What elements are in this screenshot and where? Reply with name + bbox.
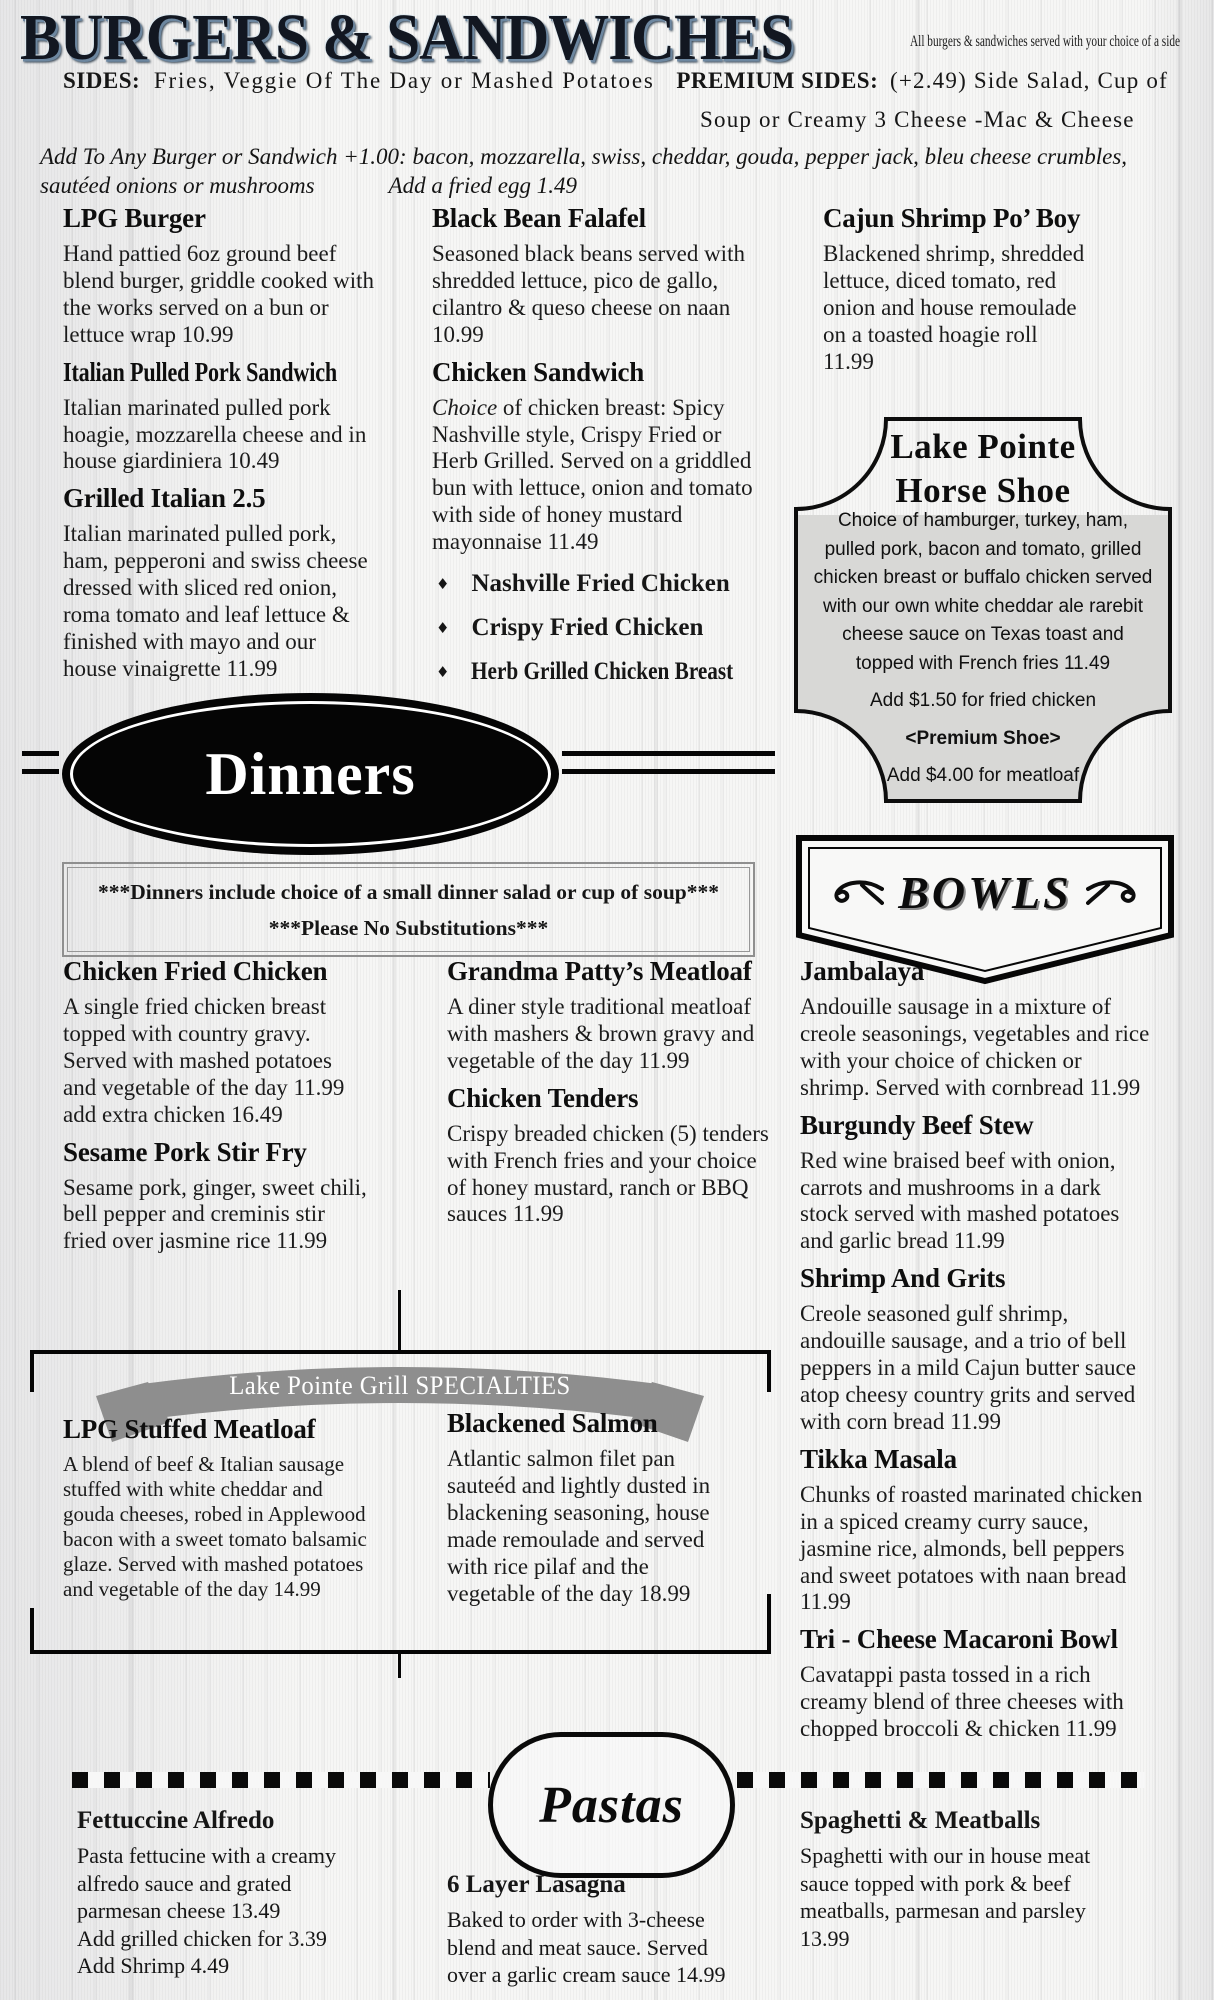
item-desc: Italian marinated pulled pork, ham, pepperoni and swiss cheese dressed with sliced red onion, roma tomato and leaf lettuce & finished with mayo and our house vinaigrette 11.99	[63, 521, 368, 681]
item-name: 6 Layer Lasagna	[447, 1871, 626, 1898]
item-desc: Chunks of roasted marinated chicken in a spiced creamy curry sauce, jasmine rice, almonds, bell peppers and sweet potatoes with naan bread 11.99	[800, 1481, 1143, 1615]
horseshoe-title-line2: Horse Shoe	[895, 471, 1071, 511]
item-desc: Italian marinated pulled pork hoagie, mozzarella cheese and in house giardiniera 10.49	[63, 394, 367, 474]
item-name: Jambalaya	[800, 956, 925, 986]
burgers-column-3	[823, 205, 1091, 386]
item-name: Grandma Patty’s Meatloaf	[447, 956, 752, 986]
premium-sides-value: (+2.49) Side Salad, Cup of	[889, 68, 1168, 93]
checkered-strip-left	[72, 1772, 490, 1788]
menu-item-burgundy-beef-stew	[800, 1109, 1150, 1256]
menu-item-spaghetti-meatballs	[800, 1808, 1100, 1952]
menu-item-grandma-meatloaf	[447, 958, 777, 1075]
dinners-banner	[62, 693, 559, 855]
diamond-bullet-icon: ♦	[436, 618, 450, 637]
chicken-option	[436, 570, 753, 598]
menu-item-grilled-italian	[63, 485, 375, 682]
dinners-note-box	[62, 862, 755, 957]
horseshoe-title	[791, 425, 1175, 513]
item-desc: Creole seasoned gulf shrimp, andouille sausage, and a trio of bell peppers in a mild Cajun butter sauce atop cheesy country grits and served with corn bread 11.99	[800, 1301, 1136, 1434]
item-addon: Add grilled chicken for 3.39	[77, 1925, 327, 1951]
sides-value: Fries, Veggie Of The Day or Mashed Potatoes	[153, 68, 655, 93]
item-name: Grilled Italian 2.5	[63, 483, 266, 514]
dinners-column-1	[63, 958, 368, 1265]
menu-item-chicken-fried-chicken	[63, 958, 368, 1129]
horseshoe-add-meatloaf: Add $4.00 for meatloaf	[886, 765, 1080, 786]
item-desc: Sesame pork, ginger, sweet chili, bell pepper and creminis stir fried over jasmine rice 11.99	[63, 1174, 367, 1254]
chicken-option	[436, 614, 753, 642]
item-name: Tikka Masala	[800, 1443, 957, 1474]
menu-item-shrimp-and-grits	[800, 1265, 1150, 1436]
dinners-note-line1: ***Dinners include choice of a small dinner salad or cup of soup***	[98, 880, 719, 904]
item-desc: Spaghetti with our in house meat sauce topped with pork & beef meatballs, parmesan and parsley 13.99	[800, 1843, 1091, 1951]
item-desc: Baked to order with 3-cheese blend and meat sauce. Served over a garlic cream sauce 14.99	[447, 1907, 726, 1987]
item-desc: Hand pattied 6oz ground beef blend burger, griddle cooked with the works served on a bun or lettuce wrap 10.99	[63, 241, 374, 347]
bowls-banner-label: BOWLS	[898, 866, 1072, 918]
item-desc-rest: of chicken breast: Spicy Nashville style, Crispy Fried or Herb Grilled. Served on a griddled bun with lettuce, onion and tomato with side of honey mustard mayonnaise 11.49	[432, 394, 753, 555]
menu-item-chicken-sandwich	[432, 356, 757, 556]
pastas-column-1	[77, 1808, 377, 1980]
addons-fried-egg: Add a fried egg 1.49	[388, 172, 577, 198]
chicken-option	[436, 658, 753, 686]
specialties-ribbon-label: Lake Pointe Grill SPECIALTIES	[229, 1371, 571, 1400]
item-desc: A blend of beef & Italian sausage stuffed with white cheddar and gouda cheeses, robed in Applewood bacon with a sweet tomato balsamic glaze. Served with mashed potatoes and vegetable of the day 14.99	[63, 1452, 367, 1601]
premium-sides-value-line2: Soup or Creamy 3 Cheese -Mac & Cheese	[700, 107, 1135, 132]
bowls-column	[800, 958, 1150, 1753]
item-name: Cajun Shrimp Po’ Boy	[823, 203, 1081, 233]
specialties-column-1	[63, 1416, 373, 1602]
sides-line	[63, 68, 1168, 94]
menu-item-cajun-po-boy	[823, 205, 1091, 376]
item-name: Shrimp And Grits	[800, 1263, 1006, 1294]
item-desc: Red wine braised beef with onion, carrots and mushrooms in a dark stock served with mashed potatoes and garlic bread 11.99	[800, 1147, 1120, 1254]
menu-item-tri-cheese-macaroni	[800, 1626, 1150, 1743]
item-name: Black Bean Falafel	[432, 203, 646, 233]
item-desc: Cavatappi pasta tossed in a rich creamy blend of three cheeses with chopped broccoli & chicken 11.99	[800, 1662, 1124, 1742]
item-desc: Crispy breaded chicken (5) tenders with French fries and your choice of honey mustard, ranch or BBQ sauces 11.99	[447, 1120, 769, 1227]
pastas-column-3	[800, 1808, 1100, 1952]
horseshoe-desc: Choice of hamburger, turkey, ham, pulled pork, bacon and tomato, grilled chicken breast or buffalo chicken served with our own white cheddar ale rarebit cheese sauce on Texas toast and topped with French fries 11.49	[813, 510, 1153, 674]
chicken-options-list	[432, 570, 757, 686]
sides-label: SIDES:	[63, 68, 141, 93]
bracket-bottom-right-tick	[767, 1594, 771, 1652]
addons-line2	[40, 172, 1205, 201]
flourish-icon	[832, 877, 884, 907]
option-label: Herb Grilled Chicken Breast	[471, 658, 734, 686]
menu-item-6-layer-lasagna	[447, 1872, 742, 1989]
item-name: Fettuccine Alfredo	[77, 1807, 275, 1834]
bracket-bottom-left-tick	[30, 1608, 34, 1652]
item-name: Italian Pulled Pork Sandwich	[63, 356, 338, 387]
menu-item-black-bean-falafel	[432, 205, 757, 349]
bracket-stem-bottom	[398, 1652, 401, 1678]
divider-line	[22, 751, 59, 756]
pastas-column-2	[447, 1872, 742, 1989]
diamond-bullet-icon: ♦	[436, 662, 450, 681]
menu-item-italian-pulled-pork	[63, 356, 375, 476]
dinners-note-inner	[67, 867, 750, 952]
option-label: Nashville Fried Chicken	[471, 570, 730, 598]
horseshoe-plaque	[791, 415, 1175, 807]
item-name: Tri - Cheese Macaroni Bowl	[800, 1624, 1118, 1655]
item-name: LPG Stuffed Meatloaf	[63, 1414, 316, 1444]
addons-line1: Add To Any Burger or Sandwich +1.00: bacon, mozzarella, swiss, cheddar, gouda, pepper jack, bleu cheese crumbles,	[40, 144, 1128, 169]
horseshoe-add-fried-chicken: Add $1.50 for fried chicken	[869, 690, 1097, 711]
page-title: BURGERS & SANDWICHES	[20, 2, 794, 75]
dinners-banner-label: Dinners	[205, 740, 416, 807]
bracket-top-line	[30, 1350, 771, 1354]
addons-line2a: sautéed onions or mushrooms	[40, 172, 315, 198]
bracket-stem-top	[398, 1290, 401, 1352]
diamond-bullet-icon: ♦	[436, 574, 450, 593]
item-addon: Add Shrimp 4.49	[77, 1953, 230, 1978]
menu-item-sesame-pork	[63, 1136, 368, 1256]
menu-item-chicken-tenders	[447, 1082, 777, 1229]
item-desc: Pasta fettucine with a creamy alfredo sauce and grated parmesan cheese 13.49	[77, 1843, 337, 1923]
bowls-banner-inner	[795, 833, 1175, 951]
menu-item-jambalaya	[800, 958, 1150, 1102]
flourish-icon	[1086, 877, 1138, 907]
item-desc: Andouille sausage in a mixture of creole seasonings, vegetables and rice with your choice of chicken or shrimp. Served with cornbread 11.99	[800, 994, 1150, 1100]
premium-sides-label: PREMIUM SIDES:	[676, 68, 879, 93]
divider-line	[562, 751, 775, 756]
bracket-top-right-tick	[767, 1350, 771, 1392]
option-label: Crispy Fried Chicken	[471, 614, 704, 642]
pastas-banner-label: Pastas	[539, 1776, 684, 1834]
item-name: Chicken Tenders	[447, 1082, 639, 1113]
item-name: Chicken Fried Chicken	[63, 956, 328, 986]
item-desc: Blackened shrimp, shredded lettuce, diced tomato, red onion and house remoulade on a toasted hoagie roll 11.99	[823, 241, 1085, 374]
dinners-column-2	[447, 958, 777, 1238]
header-tagline: All burgers & sandwiches served with your choice of a side	[910, 33, 1181, 50]
item-name: Chicken Sandwich	[432, 356, 645, 387]
divider-line	[562, 769, 775, 774]
menu-item-tikka-masala	[800, 1443, 1150, 1617]
horseshoe-title-line1: Lake Pointe	[890, 427, 1076, 466]
horseshoe-body	[811, 507, 1155, 791]
item-desc: A single fried chicken breast topped with country gravy. Served with mashed potatoes and vegetable of the day 11.99 add extra chicken 16.49	[63, 994, 345, 1127]
burgers-column-2	[432, 205, 757, 702]
dinners-note-line2: ***Please No Substitutions***	[268, 916, 549, 940]
item-name: LPG Burger	[63, 203, 206, 233]
checkered-strip-right	[737, 1772, 1145, 1788]
menu-item-lpg-stuffed-meatloaf	[63, 1416, 373, 1602]
item-name: Sesame Pork Stir Fry	[63, 1136, 307, 1167]
burgers-column-1	[63, 205, 375, 693]
menu-item-fettuccine-alfredo	[77, 1808, 377, 1980]
menu-item-lpg-burger	[63, 205, 375, 349]
item-desc: Seasoned black beans served with shredded lettuce, pico de gallo, cilantro & queso cheese on naan 10.99	[432, 241, 745, 347]
menu-item-blackened-salmon	[447, 1410, 742, 1607]
item-desc: A diner style traditional meatloaf with mashers & brown gravy and vegetable of the day 11.99	[447, 994, 755, 1073]
item-desc	[432, 395, 757, 556]
divider-line	[22, 769, 59, 774]
item-name: Burgundy Beef Stew	[800, 1109, 1034, 1140]
item-name: Spaghetti & Meatballs	[800, 1807, 1041, 1834]
addons-note	[40, 143, 1205, 201]
bracket-top-left-tick	[30, 1350, 34, 1392]
item-name: Blackened Salmon	[447, 1408, 658, 1438]
specialties-column-2	[447, 1410, 742, 1617]
item-desc: Atlantic salmon filet pan sauteéd and lightly dusted in blackening seasoning, house made remoulade and served with rice pilaf and the vegetable of the day 18.99	[447, 1446, 711, 1606]
pastas-banner	[488, 1732, 735, 1878]
choice-word: Choice	[432, 394, 498, 420]
horseshoe-premium-shoe: <Premium Shoe>	[905, 727, 1061, 749]
